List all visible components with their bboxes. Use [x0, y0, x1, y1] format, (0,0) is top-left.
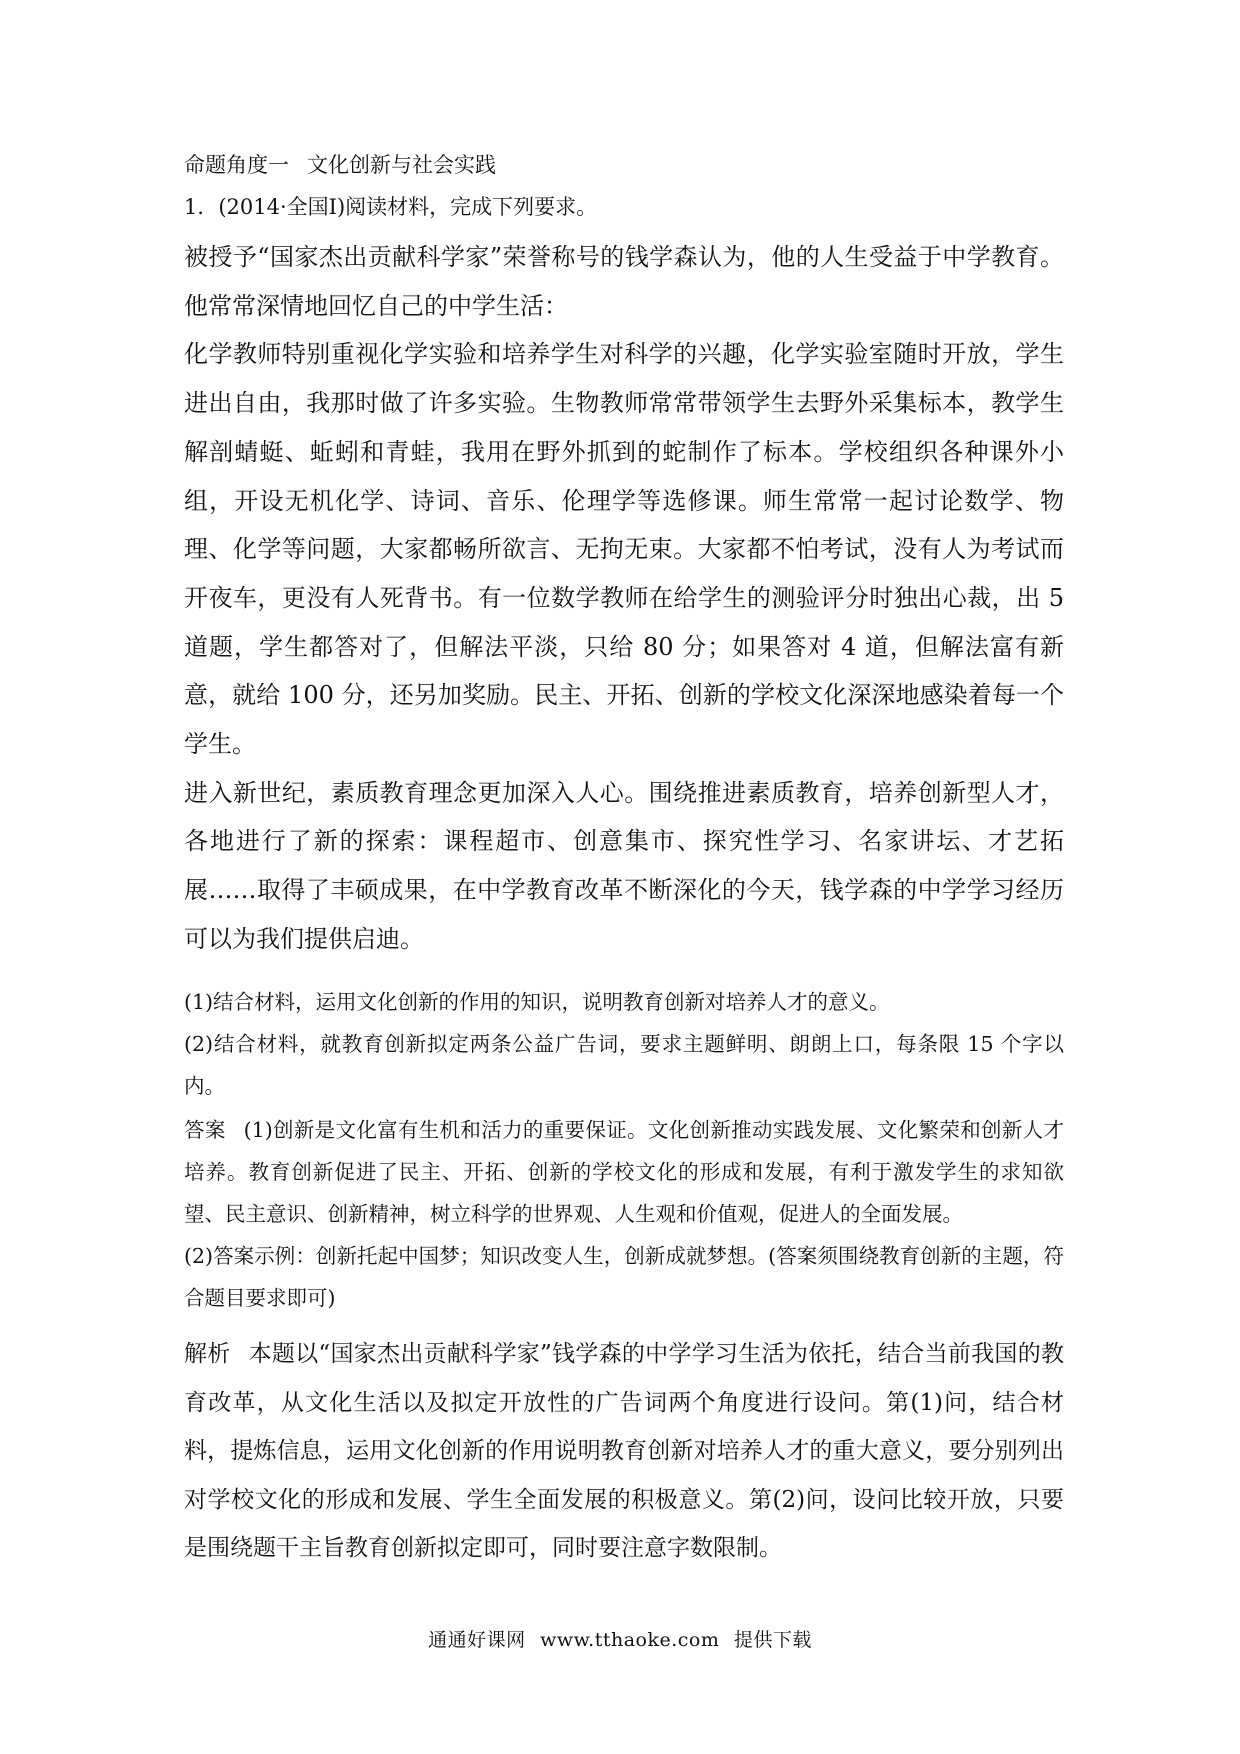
- analysis-section: [184, 1330, 1064, 1573]
- material-paragraph: 被授予“国家杰出贡献科学家”荣誉称号的钱学森认为，他的人生受益于中学教育。他常常深情地回忆自己的中学生活：: [184, 243, 1064, 320]
- answer-part-2: (2)答案示例：创新托起中国梦；知识改变人生，创新成就梦想。(答案须围绕教育创新的主题，符合题目要求即可): [184, 1244, 1064, 1310]
- material-paragraph: 进入新世纪，素质教育理念更加深入人心。围绕推进素质教育，培养创新型人才，各地进行了新的探索：课程超市、创意集市、探究性学习、名家讲坛、才艺拓展……取得了丰硕成果，在中学教育改革不断深化的今天，钱学森的中学学习经历可以为我们提供启迪。: [184, 778, 1064, 953]
- task-item: (1)结合材料，运用文化创新的作用的知识，说明教育创新对培养人才的意义。: [184, 990, 890, 1014]
- task-item: (2)结合材料，就教育创新拟定两条公益广告词，要求主题鲜明、朗朗上口，每条限 15 个字以内。: [184, 1032, 1064, 1098]
- answer-label: 答案: [184, 1118, 226, 1142]
- analysis-label: 解析: [184, 1341, 231, 1367]
- document-page: [184, 0, 1064, 1754]
- section-heading: [184, 148, 1064, 182]
- material-text: [184, 233, 1064, 964]
- footer-site-name: 通通好课网: [428, 1629, 526, 1651]
- footer-note: 提供下载: [733, 1629, 812, 1651]
- material-paragraph: 化学教师特别重视化学实验和培养学生对科学的兴趣，化学实验室随时开放，学生进出自由，我那时做了许多实验。生物教师常常带领学生去野外采集标本，教学生解剖蜻蜓、蚯蚓和青蛙，我用在野外抓到的蛇制作了标本。学校组织各种课外小组，开设无机化学、诗词、音乐、伦理学等选修课。师生常常一起讨论数学、物理、化学等问题，大家都畅所欲言、无拘无束。大家都不怕考试，没有人为考试而开夜车，更没有人死背书。有一位数学教师在给学生的测验评分时独出心裁，出 5 道题，学生都答对了，但解法平淡，只给 80 分；如果答对 4 道，但解法富有新意，就给 100 分，还另加奖励。民主、开拓、创新的学校文化深深地感染着每一个学生。: [184, 340, 1064, 759]
- question-number: 1．(2014·全国Ⅰ)阅读材料，完成下列要求。: [184, 195, 598, 219]
- analysis-text: 本题以“国家杰出贡献科学家”钱学森的中学学习生活为依托，结合当前我国的教育改革，从文化生活以及拟定开放性的广告词两个角度进行设问。第(1)问，结合材料，提炼信息，运用文化创新的作用说明教育创新对培养人才的重大意义，要分别列出对学校文化的形成和发展、学生全面发展的积极意义。第(2)问，设问比较开放，只要是围绕题干主旨教育创新拟定即可，同时要注意字数限制。: [184, 1341, 1064, 1561]
- answer-section: [184, 1109, 1064, 1319]
- question-tasks: [184, 981, 1064, 1107]
- page-footer: [0, 1626, 1240, 1654]
- heading-title: 文化创新与社会实践: [307, 153, 496, 177]
- answer-part-1-text: (1)创新是文化富有生机和活力的重要保证。文化创新推动实践发展、文化繁荣和创新人才培养。教育创新促进了民主、开拓、创新的学校文化的形成和发展，有利于激发学生的求知欲望、民主意识、创新精神，树立科学的世界观、人生观和价值观，促进人的全面发展。: [184, 1118, 1064, 1226]
- answer-part-1: [184, 1109, 1064, 1235]
- footer-url: www.tthaoke.com: [540, 1629, 720, 1651]
- analysis-paragraph: [184, 1330, 1064, 1573]
- heading-label: 命题角度一: [184, 153, 289, 177]
